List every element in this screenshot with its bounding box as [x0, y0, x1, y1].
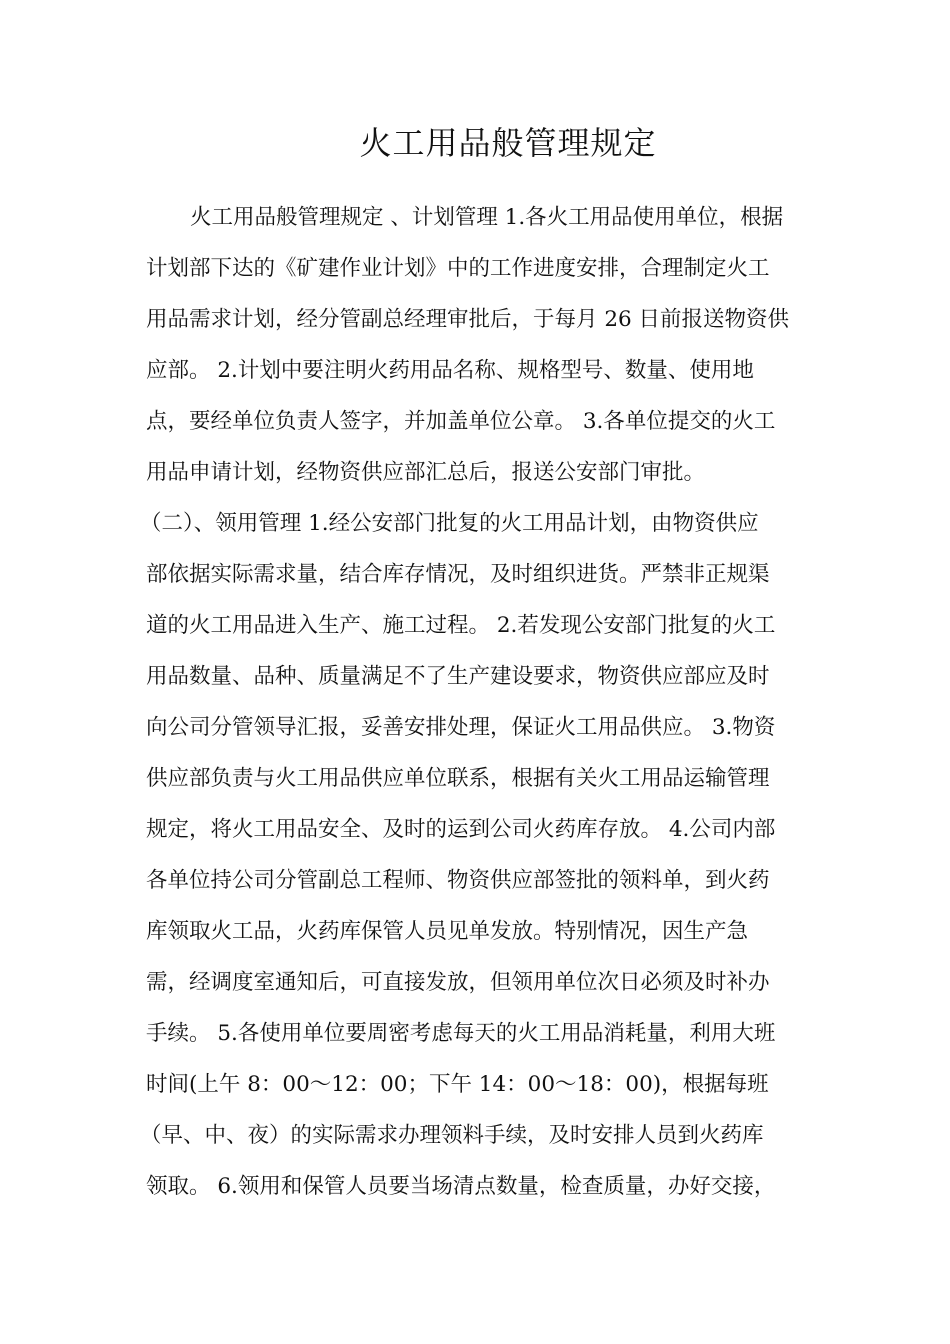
paragraph-line: 向公司分管领导汇报，妥善安排处理，保证火工用品供应。 3.物资 [146, 715, 776, 740]
paragraph-line: 领取。 6.领用和保管人员要当场清点数量，检查质量，办好交接， [146, 1174, 776, 1199]
document-body [140, 192, 816, 1212]
paragraph-line: 库领取火工品，火药库保管人员见单发放。特别情况，因生产急 [146, 919, 749, 944]
paragraph-line: 各单位持公司分管副总工程师、物资供应部签批的领料单，到火药 [146, 868, 770, 893]
paragraph-line: 部依据实际需求量，结合库存情况，及时组织进货。严禁非正规渠 [146, 562, 770, 587]
paragraph-line: 需，经调度室通知后，可直接发放，但领用单位次日必须及时补办 [146, 970, 770, 995]
paragraph-line: 用品申请计划，经物资供应部汇总后，报送公安部门审批。 [146, 460, 706, 485]
paragraph-line: 应部。 2.计划中要注明火药用品名称、规格型号、数量、使用地 [146, 358, 754, 383]
paragraph-line: 计划部下达的《矿建作业计划》中的工作进度安排，合理制定火工 [146, 256, 770, 281]
document-title: 火工用品般管理规定 [359, 124, 657, 162]
paragraph-line: 道的火工用品进入生产、施工过程。 2.若发现公安部门批复的火工 [146, 613, 776, 638]
paragraph-line: 规定，将火工用品安全、及时的运到公司火药库存放。 4.公司内部 [146, 817, 776, 842]
paragraph-line: 火工用品般管理规定 、计划管理 1.各火工用品使用单位，根据 [190, 205, 784, 230]
paragraph-line: 供应部负责与火工用品供应单位联系，根据有关火工用品运输管理 [146, 766, 770, 791]
paragraph-line: 点，要经单位负责人签字，并加盖单位公章。 3.各单位提交的火工 [146, 409, 776, 434]
paragraph-line: （早、中、夜）的实际需求办理领料手续，及时安排人员到火药库 [140, 1123, 764, 1148]
paragraph-line: 时间(上午 8：00～12：00；下午 14：00～18：00)，根据每班 [146, 1072, 769, 1097]
paragraph-line: 手续。 5.各使用单位要周密考虑每天的火工用品消耗量，利用大班 [146, 1021, 776, 1046]
paragraph-line: （二）、领用管理 1.经公安部门批复的火工用品计划，由物资供应 [140, 511, 759, 536]
paragraph-line: 用品数量、品种、质量满足不了生产建设要求，物资供应部应及时 [146, 664, 770, 689]
paragraph-line: 用品需求计划，经分管副总经理审批后，于每月 26 日前报送物资供 [146, 307, 790, 332]
